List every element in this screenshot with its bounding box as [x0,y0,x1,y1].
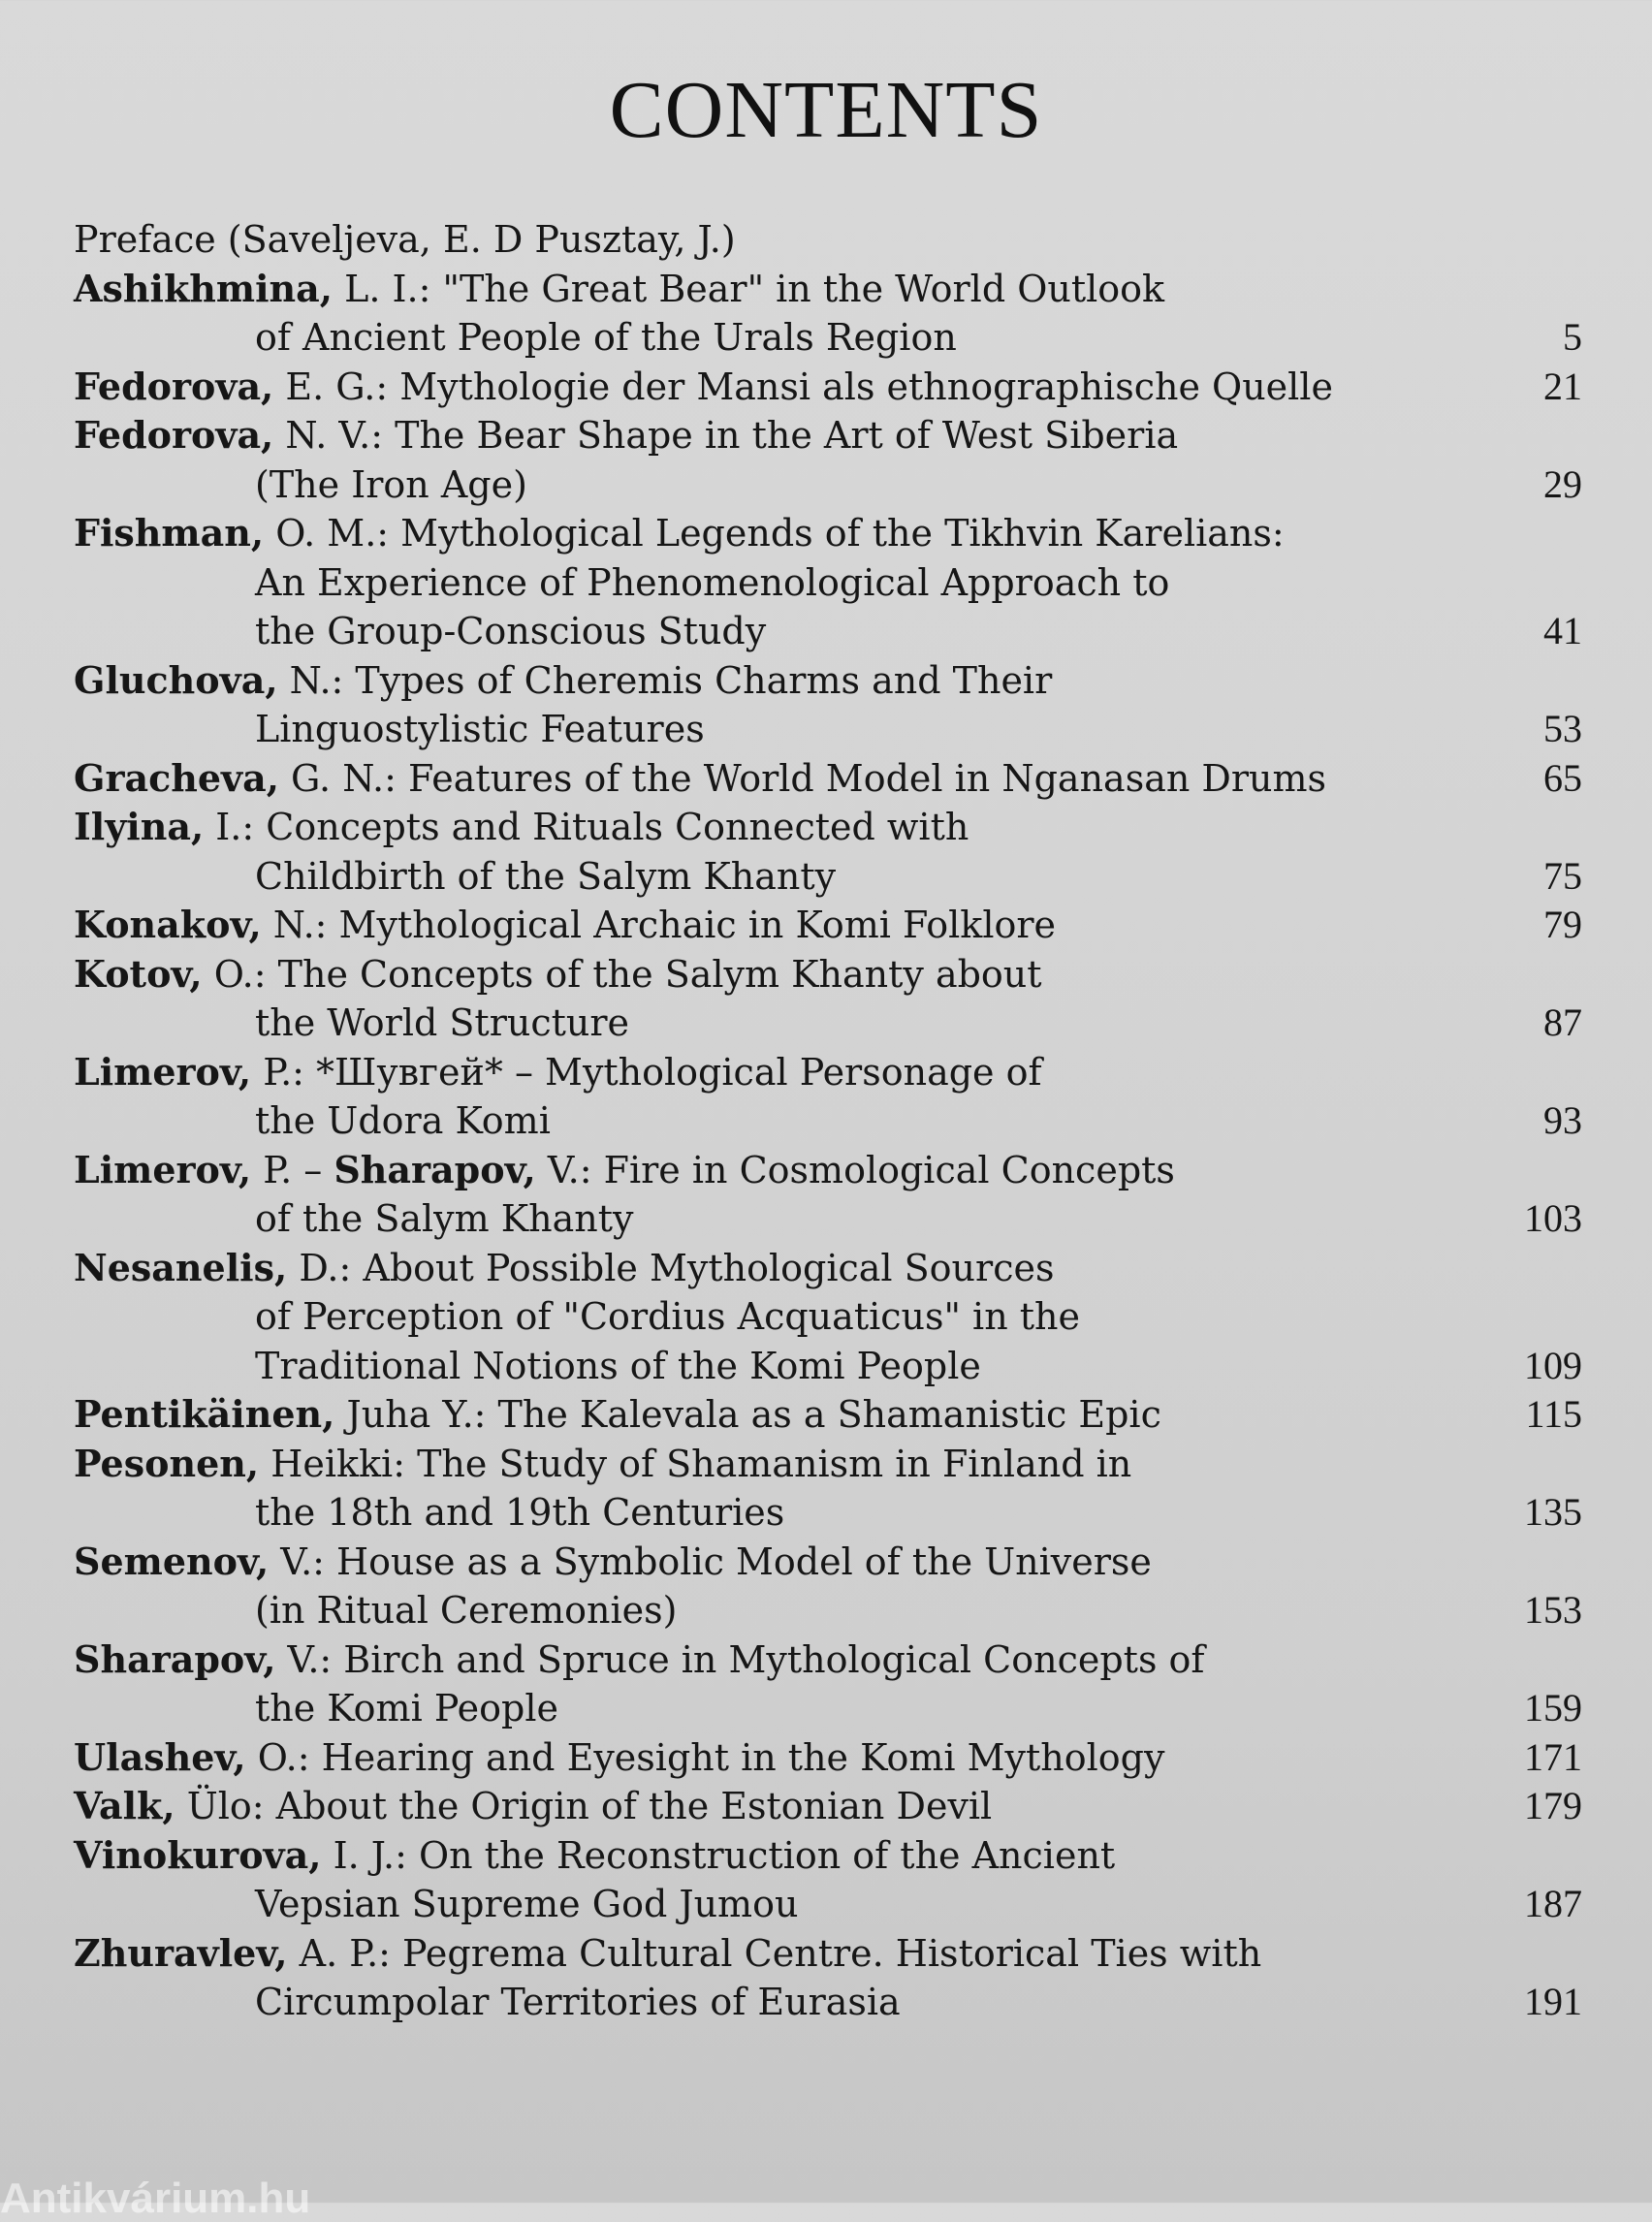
entry-title-text: I.: Concepts and Rituals Connected with [204,806,969,848]
toc-entry [74,411,1582,509]
toc-entry-continuation-line [74,1684,1582,1733]
toc-entry-continuation-line [74,607,1582,656]
toc-entry-continuation-line [74,1488,1582,1538]
toc-entry-first-line [74,509,1582,558]
toc-entry-first-line [74,1929,1582,1979]
entry-page-number: 103 [1524,1196,1582,1240]
entry-title-text: (in Ritual Ceremonies) [255,1589,678,1632]
entry-page-number: 159 [1524,1686,1582,1730]
toc-entry [74,215,1582,265]
toc-entry-continuation-line [74,1880,1582,1929]
toc-entry [74,265,1582,363]
toc-entry-first-line [74,1782,1582,1831]
entry-author: Ulashev, [74,1734,246,1779]
entry-title-text: G. N.: Features of the World Model in Nganasan Drums [278,756,1327,800]
entry-title-text: Vepsian Supreme God Jumou [255,1883,799,1925]
entry-author: Ashikhmina, [74,266,334,310]
entry-title-text: N.: Mythological Archaic in Komi Folklore [261,904,1057,946]
toc-entry [74,1782,1582,1831]
entry-author: Fishman, [74,511,265,555]
entry-title-text: Linguostylistic Features [255,708,705,750]
entry-title-text: P. – [251,1148,334,1191]
entry-author: Fedorova, [74,364,274,408]
entry-author: Pentikäinen, [74,1392,335,1436]
entry-page-number: 5 [1563,315,1582,359]
toc-entry-first-line [74,1440,1582,1489]
toc-entry-continuation-line [74,1342,1582,1391]
toc-entry [74,1146,1582,1244]
entry-title-text: of Ancient People of the Urals Region [255,316,957,359]
toc-entry-continuation-line [74,852,1582,902]
toc-entry [74,901,1582,950]
entry-title-text: O.: The Concepts of the Salym Khanty about [202,952,1042,996]
entry-title-text: D.: About Possible Mythological Sources [287,1246,1055,1289]
entry-title-text: V.: House as a Symbolic Model of the Universe [269,1540,1152,1583]
entry-title-text: the Udora Komi [255,1099,551,1142]
entry-title-text: Ülo: About the Origin of the Estonian Devil [175,1785,993,1827]
entry-page-number: 179 [1524,1784,1582,1827]
entry-page-number: 41 [1543,609,1582,652]
entry-page-number: 171 [1524,1734,1582,1779]
toc-entry-first-line [74,215,1582,265]
toc-entry [74,1244,1582,1391]
entry-author: Kotov, [74,951,203,996]
entry-author: Gluchova, [74,657,278,702]
toc-entry-continuation-line [74,1586,1582,1635]
toc-entry-first-line [74,1831,1582,1881]
entry-title-text: Circumpolar Territories of Eurasia [255,1981,901,2023]
entry-title-text: An Experience of Phenomenological Approach to [255,560,1170,604]
entry-author: Pesonen, [74,1441,260,1485]
entry-author: Valk, [74,1784,175,1827]
entry-title-text: A. P.: Pegrema Cultural Centre. Historical Ties with [287,1931,1262,1975]
toc-entry [74,754,1582,804]
toc-entry-first-line [74,363,1582,412]
toc-entry-first-line [74,1146,1582,1195]
entry-title-text: Juha Y.: The Kalevala as a Shamanistic Epic [334,1393,1161,1436]
entry-page-number: 29 [1543,461,1582,506]
entry-author: Sharapov, [74,1636,276,1681]
entry-page-number: 135 [1524,1490,1582,1534]
page-title: CONTENTS [609,65,1043,155]
toc-entry-continuation-line [74,460,1582,510]
entry-author: Zhuravlev, [74,1930,288,1975]
entry-page-number: 93 [1543,1098,1582,1142]
entry-page-number: 115 [1525,1392,1582,1436]
toc-entry [74,1440,1582,1538]
toc-entry [74,1733,1582,1783]
entry-author: Fedorova, [74,413,274,457]
entry-page-number: 187 [1524,1882,1582,1925]
entry-title-text: N.: Types of Cheremis Charms and Their [277,658,1053,702]
entry-title-text: O. M.: Mythological Legends of the Tikhvin Karelians: [264,512,1285,555]
toc-entry [74,950,1582,1048]
table-of-contents [74,215,1582,2027]
toc-entry [74,1538,1582,1635]
toc-entry [74,1831,1582,1929]
toc-entry-first-line [74,411,1582,460]
entry-author: Vinokurova, [74,1832,322,1877]
entry-author: Gracheva, [74,755,279,800]
toc-entry-first-line [74,901,1582,950]
toc-entry-first-line [74,1635,1582,1685]
toc-entry-continuation-line [74,313,1582,363]
entry-title-text: N. V.: The Bear Shape in the Art of West Siberia [273,414,1179,457]
entry-author: Ilyina, [74,805,205,848]
toc-entry-first-line [74,803,1582,852]
entry-title-text: Preface (Saveljeva, E. D Pusztay, J.) [74,218,736,261]
entry-title-text: L. I.: "The Great Bear" in the World Outlook [333,267,1165,310]
entry-author: Limerov, [74,1147,252,1191]
entry-page-number: 75 [1543,853,1582,898]
entry-title-text: E. G.: Mythologie der Mansi als ethnographische Quelle [273,365,1333,408]
toc-entry [74,1635,1582,1733]
entry-title-text: Heikki: The Study of Shamanism in Finland in [259,1442,1132,1485]
entry-page-number: 79 [1543,903,1582,946]
toc-entry-first-line [74,656,1582,706]
toc-entry-continuation-line [74,999,1582,1048]
toc-entry-continuation-line [74,558,1582,608]
toc-entry-first-line [74,1538,1582,1587]
toc-entry [74,1048,1582,1146]
entry-title-text: the Group-Conscious Study [255,610,767,652]
entry-page-number: 153 [1524,1588,1582,1632]
watermark-logo: Antikvárium.hu [0,2174,311,2222]
toc-entry-first-line [74,1390,1582,1440]
toc-entry-first-line [74,1244,1582,1293]
entry-title-text: O.: Hearing and Eyesight in the Komi Mythology [245,1735,1165,1779]
entry-author: Konakov, [74,903,262,946]
toc-entry-continuation-line [74,1978,1582,2027]
entry-page-number: 53 [1543,707,1582,750]
toc-entry-first-line [74,754,1582,804]
toc-entry [74,363,1582,412]
toc-entry-first-line [74,1048,1582,1097]
toc-entry-first-line [74,950,1582,1000]
toc-entry-first-line [74,265,1582,314]
toc-entry-continuation-line [74,1194,1582,1244]
toc-entry-continuation-line [74,705,1582,754]
entry-page-number: 21 [1543,364,1582,408]
entry-title-text: of the Salym Khanty [255,1197,634,1240]
toc-entry-continuation-line [74,1292,1582,1342]
entry-title-text: the 18th and 19th Centuries [255,1491,785,1534]
entry-title-text: of Perception of "Cordius Acquaticus" in the [255,1295,1080,1338]
entry-title-text: (The Iron Age) [255,462,527,506]
toc-entry-continuation-line [74,1096,1582,1146]
entry-title-text: V.: Birch and Spruce in Mythological Concepts of [275,1637,1205,1681]
entry-author: Limerov, [74,1049,252,1094]
entry-page-number: 191 [1524,1980,1582,2023]
entry-author: Nesanelis, [74,1245,288,1289]
entry-page-number: 87 [1543,1000,1582,1044]
toc-entry [74,656,1582,754]
entry-title-text: V.: Fire in Cosmological Concepts [535,1148,1175,1191]
entry-title-text: I. J.: On the Reconstruction of the Ancient [321,1833,1116,1877]
entry-title-text: the World Structure [255,1001,630,1044]
entry-page-number: 109 [1524,1343,1582,1387]
entry-title-text: Childbirth of the Salym Khanty [255,854,837,898]
entry-title-text: P.: *Шувгей* – Mythological Personage of [251,1050,1042,1094]
entry-page-number: 65 [1543,755,1582,800]
entry-coauthor: Sharapov, [334,1147,536,1191]
entry-title-text: Traditional Notions of the Komi People [255,1344,981,1387]
toc-entry-first-line [74,1733,1582,1783]
toc-entry [74,803,1582,901]
toc-entry [74,509,1582,656]
toc-entry [74,1929,1582,2027]
toc-entry [74,1390,1582,1440]
entry-author: Semenov, [74,1539,270,1583]
entry-title-text: the Komi People [255,1687,559,1730]
